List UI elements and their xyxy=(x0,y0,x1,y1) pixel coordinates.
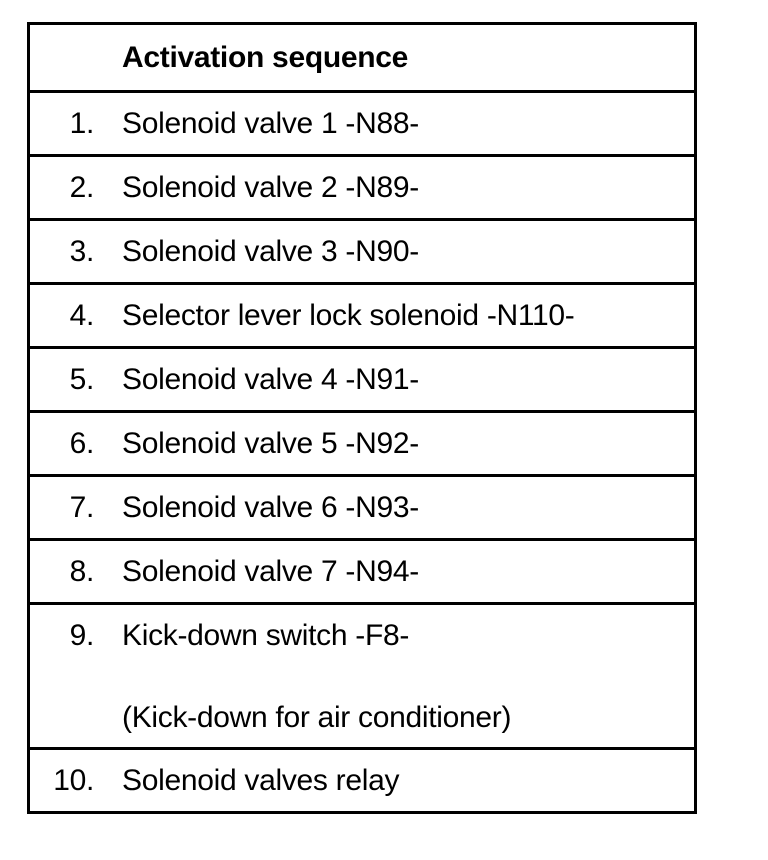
row-number: 5. xyxy=(69,362,94,396)
row-text: Selector lever lock solenoid -N110- xyxy=(122,298,575,332)
table-header-row xyxy=(30,25,694,90)
row-number: 10. xyxy=(53,763,94,797)
row-text: Solenoid valve 2 -N89- xyxy=(122,170,419,204)
table-row xyxy=(30,154,694,218)
row-text: Solenoid valve 6 -N93- xyxy=(122,490,419,524)
row-note: (Kick-down for air conditioner) xyxy=(122,701,512,734)
row-number: 9. xyxy=(69,619,94,652)
table-header-title: Activation sequence xyxy=(122,40,409,74)
row-number: 7. xyxy=(69,490,94,524)
table-row xyxy=(30,90,694,154)
table-row xyxy=(30,474,694,538)
table-row xyxy=(30,602,694,747)
row-text: Kick-down switch -F8- xyxy=(122,619,410,652)
table-row xyxy=(30,747,694,811)
row-number: 1. xyxy=(69,106,94,140)
activation-sequence-table xyxy=(27,22,697,814)
row-text: Solenoid valve 1 -N88- xyxy=(122,106,419,140)
row-number: 4. xyxy=(69,298,94,332)
table-row xyxy=(30,538,694,602)
row-text: Solenoid valve 5 -N92- xyxy=(122,426,419,460)
row-number: 3. xyxy=(69,234,94,268)
row-number: 6. xyxy=(69,426,94,460)
table-row xyxy=(30,282,694,346)
table-row xyxy=(30,218,694,282)
row-number: 8. xyxy=(69,554,94,588)
row-text-block xyxy=(94,621,511,733)
row-text: Solenoid valve 4 -N91- xyxy=(122,362,419,396)
table-row xyxy=(30,346,694,410)
row-text: Solenoid valve 7 -N94- xyxy=(122,554,419,588)
row-text: Solenoid valves relay xyxy=(122,763,400,797)
row-text: Solenoid valve 3 -N90- xyxy=(122,234,419,268)
row-number: 2. xyxy=(69,170,94,204)
table-row xyxy=(30,410,694,474)
